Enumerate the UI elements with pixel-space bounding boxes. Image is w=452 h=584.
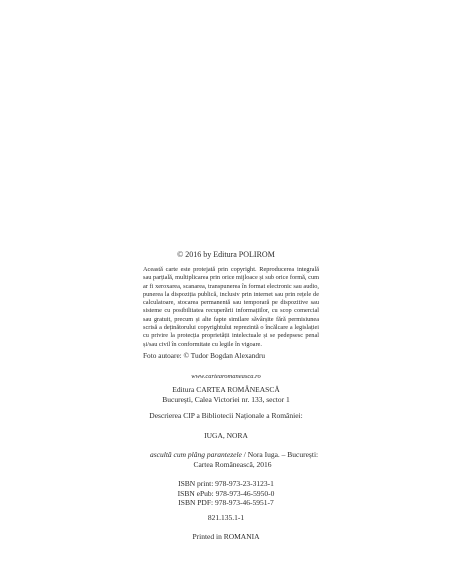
isbn-pdf: ISBN PDF: 978-973-46-5951-7: [178, 498, 274, 507]
cip-imprint: Cartea Românească, 2016: [193, 459, 272, 469]
publisher-address: București, Calea Victoriei nr. 133, sector 1: [162, 394, 290, 404]
cip-title-block: [150, 450, 319, 469]
isbn-epub: ISBN ePub: 978-973-46-5950-0: [177, 488, 275, 498]
publisher-website: www.cartearomaneasca.ro: [191, 373, 261, 380]
photo-credit: Foto autoare: © Tudor Bogdan Alexandru: [143, 351, 266, 360]
copyright-notice: © 2016 by Editura POLIROM: [177, 250, 275, 259]
udc-code: 821.135.1-1: [207, 513, 245, 522]
isbn-print: ISBN print: 978-973-23-3123-1: [178, 479, 274, 488]
cip-heading: Descrierea CIP a Bibliotecii Naționale a României:: [149, 411, 303, 420]
printed-in: Printed in ROMANIA: [192, 532, 260, 541]
book-title: ascultă cum plâng parantezele: [150, 450, 242, 459]
book-title-rest: / Nora Iuga. – București:: [241, 450, 319, 459]
publisher-name: Editura CARTEA ROMÂNEASCĂ: [172, 385, 280, 394]
publisher-info: [0, 385, 452, 404]
legal-notice: Această carte este protejată prin copyright. Reproducerea integrală sau parțială, multiplicarea prin orice mijloace și sub orice formă, cum ar fi xeroxarea, scanarea, transpunerea în format electronic sau audio, punerea la dispoziția publică, inclusiv prin internet sau prin rețele de calculatoare, stocarea permanentă sau temporară pe dispozitive sau sisteme cu posibilitatea recuperării informațiilor, cu scop comercial sau gratuit, precum și alte fapte similare săvârșite fără permisiunea scrisă a deținătorului copyrightului reprezintă o încălcare a legislației cu privire la protecția proprietății intelectuale și se pedepsesc penal și/sau civil în conformitate cu legile în vigoare.: [143, 266, 319, 348]
isbn-list: [0, 479, 452, 508]
cip-title-line: [150, 450, 319, 460]
cip-author: IUGA, NORA: [204, 431, 248, 440]
